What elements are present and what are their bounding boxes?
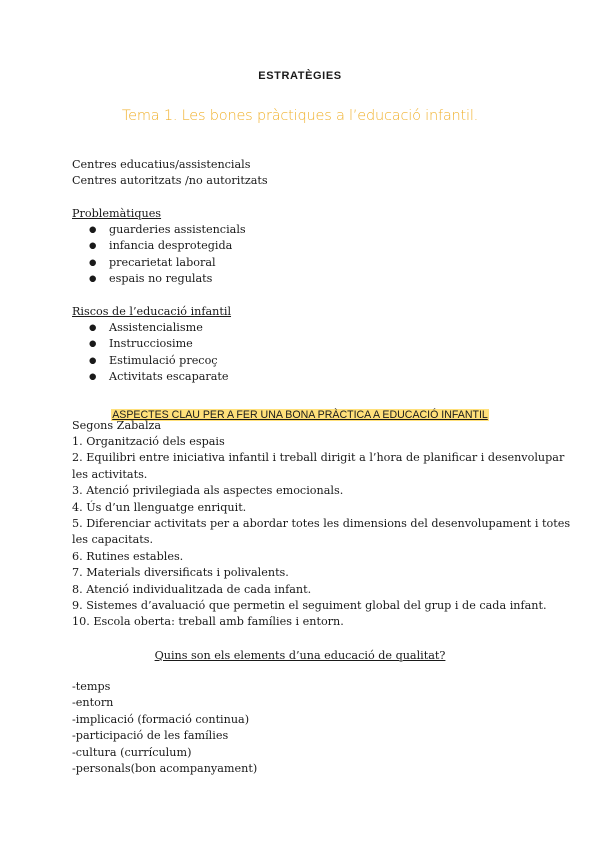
list-item: 2. Equilibri entre iniciativa infantil i treball dirigit a l’hora de planificar i desenvolupar <box>72 451 565 465</box>
list-item: les activitats. <box>72 467 148 481</box>
document-subtitle: Tema 1. Les bones pràctiques a l’educació infantil. <box>121 108 479 124</box>
list-item: -implicació (formació continua) <box>72 712 250 726</box>
qualitat-list <box>72 679 257 777</box>
aspectes-heading: ASPECTES CLAU PER A FER UNA BONA PRÀCTICA A EDUCACIÓ INFANTIL <box>112 409 488 421</box>
list-item: ● precarietat laboral <box>72 255 246 271</box>
problematiques-heading: Problemàtiques <box>72 207 162 220</box>
list-item: ● infancia desprotegida <box>72 238 246 254</box>
qualitat-question: Quins son els elements d’una educació de qualitat? <box>154 649 446 662</box>
document-title: ESTRATÈGIES <box>258 70 342 82</box>
list-item: 10. Escola oberta: treball amb famílies i entorn. <box>72 615 344 629</box>
aspectes-source: Segons Zabalza <box>72 419 162 432</box>
list-item: 9. Sistemes d’avaluació que permetin el seguiment global del grup i de cada infant. <box>72 599 547 613</box>
list-item: 4. Ús d’un llenguatge enriquit. <box>72 500 247 514</box>
list-item: 1. Organització dels espais <box>72 435 225 448</box>
list-item: ● Estimulació precoç <box>72 353 229 369</box>
list-item: -personals(bon acompanyament) <box>72 762 258 776</box>
list-item: 5. Diferenciar activitats per a abordar totes les dimensions del desenvolupament i totes <box>72 517 571 531</box>
list-item: ● Activitats escaparate <box>72 369 229 385</box>
list-item: ● guarderies assistencials <box>72 222 246 238</box>
list-item: ● espais no regulats <box>72 271 246 287</box>
list-item: -temps <box>72 680 111 693</box>
list-item: 6. Rutines estables. <box>72 549 184 563</box>
list-item: 8. Atenció individualitzada de cada infant. <box>72 582 312 596</box>
intro-line: Centres educatius/assistencials <box>72 158 251 171</box>
riscos-list <box>72 320 229 386</box>
list-item: -entorn <box>72 696 114 710</box>
problematiques-list <box>72 222 246 288</box>
riscos-heading: Riscos de l’educació infantil <box>72 305 232 318</box>
list-item: 3. Atenció privilegiada als aspectes emocionals. <box>72 484 344 498</box>
list-item: -cultura (currículum) <box>72 745 192 759</box>
list-item: 7. Materials diversificats i polivalents. <box>72 566 289 580</box>
list-item: -participació de les famílies <box>72 729 229 743</box>
list-item: les capacitats. <box>72 533 154 547</box>
aspectes-list <box>72 434 570 631</box>
list-item: ● Assistencialisme <box>72 320 229 336</box>
list-item: ● Instrucciosime <box>72 336 229 352</box>
intro-line: Centres autoritzats /no autoritzats <box>72 174 268 187</box>
